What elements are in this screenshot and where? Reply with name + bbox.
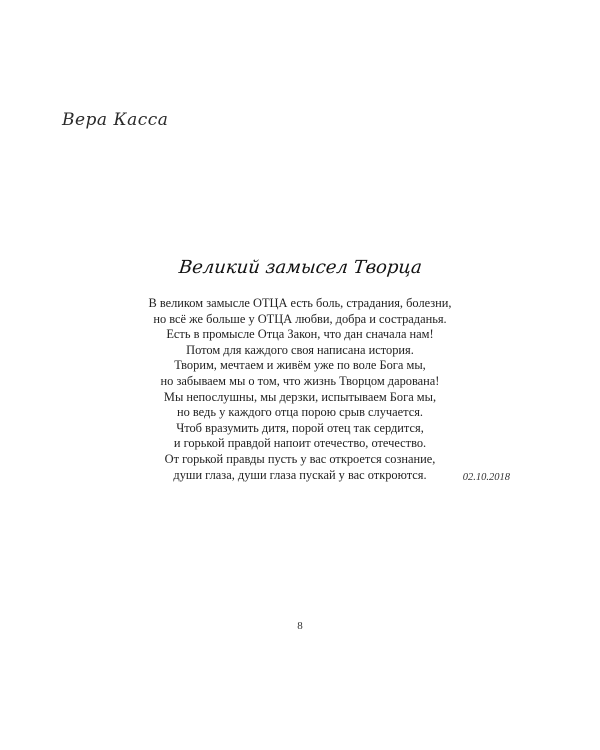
poem-line: От горькой правды пусть у вас откроется сознание, (164, 451, 436, 466)
poem-line: и горькой правдой напоит отечество, отечество. (173, 436, 427, 451)
poem-line: В великом замысле ОТЦА есть боль, страдания, болезни, (148, 296, 452, 310)
page-number: 8 (297, 620, 303, 632)
poem-line: Есть в промысле Отца Закон, что дан сначала нам! (166, 327, 434, 342)
poem-line: Потом для каждого своя написана история. (186, 342, 414, 357)
poem-title (0, 257, 600, 278)
poem-line: но всё же больше у ОТЦА любви, добра и состраданья. (153, 311, 447, 326)
poem-body (0, 296, 600, 483)
poem-line: Чтоб вразумить дитя, порой отец так сердится, (176, 420, 424, 435)
poem-date: 02.10.2018 (462, 472, 510, 483)
poem-line: Мы непослушны, мы дерзки, испытываем Бога мы, (163, 389, 437, 404)
poem-line: души глаза, души глаза пускай у вас откроются. (173, 467, 427, 482)
poem-line: но забываем мы о том, что жизнь Творцом дарована! (160, 373, 440, 388)
poem-title-text: Великий замысел Творца (177, 257, 423, 278)
author-name: Вера Касса (62, 110, 169, 130)
poem-line: но ведь у каждого отца порою срыв случается. (176, 405, 424, 420)
poem-line: Творим, мечтаем и живём уже по воле Бога мы, (174, 358, 426, 373)
